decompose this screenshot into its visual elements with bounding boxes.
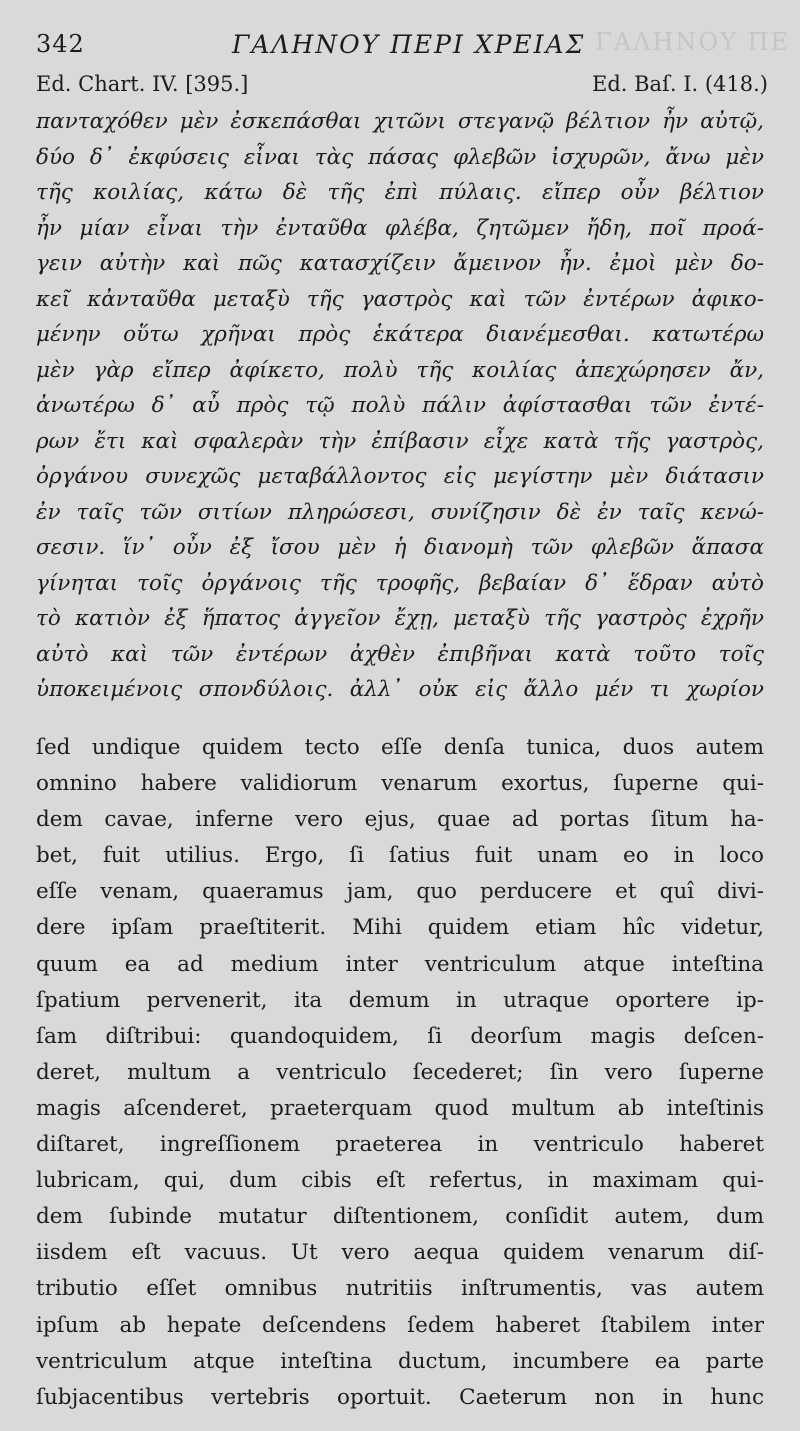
latin-line: dem cavae, inferne vero ejus, quae ad portas ſitum ha- — [36, 807, 764, 833]
edition-references — [36, 72, 768, 102]
greek-line: κεῖ κἀνταῦθα μεταξὺ τῆς γαστρὸς καὶ τῶν ἐντέρων ἀφικο- — [36, 286, 764, 312]
greek-line: πανταχόθεν μὲν ἐσκεπάσθαι χιτῶνι στεγανῷ βέλτιον ἦν αὐτῷ, — [36, 109, 764, 134]
greek-line: γειν αὐτὴν καὶ πῶς κατασχίζειν ἄμεινον ἦν. ἐμοὶ μὲν δο- — [36, 251, 764, 276]
latin-line: magis aſcenderet, praeterquam quod multum ab inteſtinis — [36, 1095, 764, 1121]
latin-line: eſſe venam, quaeramus jam, quo perducere et quî divi- — [36, 879, 764, 905]
latin-line: diſtaret, ingreſſionem praeterea in ventriculo haberet — [36, 1132, 764, 1158]
greek-line: ἐν ταῖς τῶν σιτίων πληρώσεσι, συνίζησιν δὲ ἐν ταῖς κενώ- — [36, 499, 764, 525]
page-number: 342 — [36, 30, 85, 58]
greek-line: αὐτὸ καὶ τῶν ἐντέρων ἀχθὲν ἐπιβῆναι κατὰ τοῦτο τοῖς — [36, 641, 764, 667]
greek-text-block — [36, 104, 764, 708]
latin-text-block — [36, 730, 764, 1416]
latin-line: ventriculum atque inteſtina ductum, incumbere ea parte — [36, 1348, 764, 1374]
latin-line: deret, multum a ventriculo ſecederet; ſin vero ſuperne — [36, 1059, 764, 1085]
latin-line: iisdem eſt vacuus. Ut vero aequa quidem venarum diſ- — [36, 1240, 764, 1266]
greek-line: τὸ κατιὸν ἐξ ἥπατος ἀγγεῖον ἔχῃ, μεταξὺ τῆς γαστρὸς ἐχρῆν — [36, 606, 764, 631]
greek-line: μὲν γὰρ εἴπερ ἀφίκετο, πολὺ τῆς κοιλίας ἀπεχώρησεν ἄν, — [36, 357, 764, 383]
greek-line: σεσιν. ἵν᾽ οὖν ἐξ ἴσου μὲν ἡ διανομὴ τῶν φλεβῶν ἅπασα — [36, 535, 764, 560]
edition-basel-reference: Ed. Baſ. I. (418.) — [592, 72, 768, 96]
latin-line: omnino habere validiorum venarum exortus, ſuperne qui- — [36, 771, 764, 797]
greek-line: γίνηται τοῖς ὀργάνοις τῆς τροφῆς, βεβαίαν δ᾽ ἕδραν αὐτὸ — [36, 570, 764, 596]
latin-line: tributio eſſet omnibus nutritiis inſtrumentis, vas autem — [36, 1276, 764, 1302]
latin-line: ſam diſtribui: quandoquidem, ſi deorſum magis deſcen- — [36, 1023, 764, 1049]
latin-line: quum ea ad medium inter ventriculum atque inteſtina — [36, 951, 764, 977]
greek-line: ρων ἔτι καὶ σφαλερὰν τὴν ἐπίβασιν εἶχε κατὰ τῆς γαστρὸς, — [36, 428, 764, 454]
latin-line: dem ſubinde mutatur diſtentionem, conſidit autem, dum — [36, 1204, 764, 1230]
latin-line: ſubjacentibus vertebris oportuit. Caeterum non in hunc — [36, 1384, 764, 1410]
edition-chart-reference: Ed. Chart. IV. [395.] — [36, 72, 249, 96]
latin-line: ipſum ab hepate deſcendens ſedem haberet ſtabilem inter — [36, 1312, 764, 1338]
greek-line: ἦν μίαν εἶναι τὴν ἐνταῦθα φλέβα, ζητῶμεν ἤδη, ποῖ προά- — [36, 215, 764, 241]
latin-line: ſpatium pervenerit, ita demum in utraque oportere ip- — [36, 987, 764, 1013]
greek-line: ὀργάνου συνεχῶς μεταβάλλοντος εἰς μεγίστην μὲν διάτασιν — [36, 464, 764, 489]
latin-line: dere ipſam praeſtiterit. Mihi quidem etiam hîc videtur, — [36, 915, 764, 941]
greek-line: δύο δ᾽ ἐκφύσεις εἶναι τὰς πάσας φλεβῶν ἰσχυρῶν, ἄνω μὲν — [36, 144, 764, 170]
greek-line: ἀνωτέρω δ᾽ αὖ πρὸς τῷ πολὺ πάλιν ἀφίστασθαι τῶν ἐντέ- — [36, 393, 764, 418]
latin-line: lubricam, qui, dum cibis eſt refertus, in maximam qui- — [36, 1168, 764, 1194]
latin-line: ſed undique quidem tecto eſſe denſa tunica, duos autem — [36, 735, 764, 760]
bleed-through-title: ΓΑΛΗΝΟΥ ΠΕ — [595, 28, 790, 56]
greek-line: τῆς κοιλίας, κάτω δὲ τῆς ἐπὶ πύλαις. εἴπερ οὖν βέλτιον — [36, 180, 764, 205]
latin-line: bet, fuit utilius. Ergo, ſi ſatius fuit unam eo in loco — [36, 843, 764, 869]
greek-line: ὑποκειμένοις σπονδύλοις. ἀλλ᾽ οὐκ εἰς ἄλλο μέν τι χωρίον — [36, 677, 764, 702]
greek-line: μένην οὕτω χρῆναι πρὸς ἑκάτερα διανέμεσθαι. κατωτέρω — [36, 322, 764, 347]
running-title: ΓΑΛΗΝΟΥ ΠΕΡΙ ΧΡΕΙΑΣ — [232, 30, 586, 59]
page-header — [36, 22, 790, 62]
